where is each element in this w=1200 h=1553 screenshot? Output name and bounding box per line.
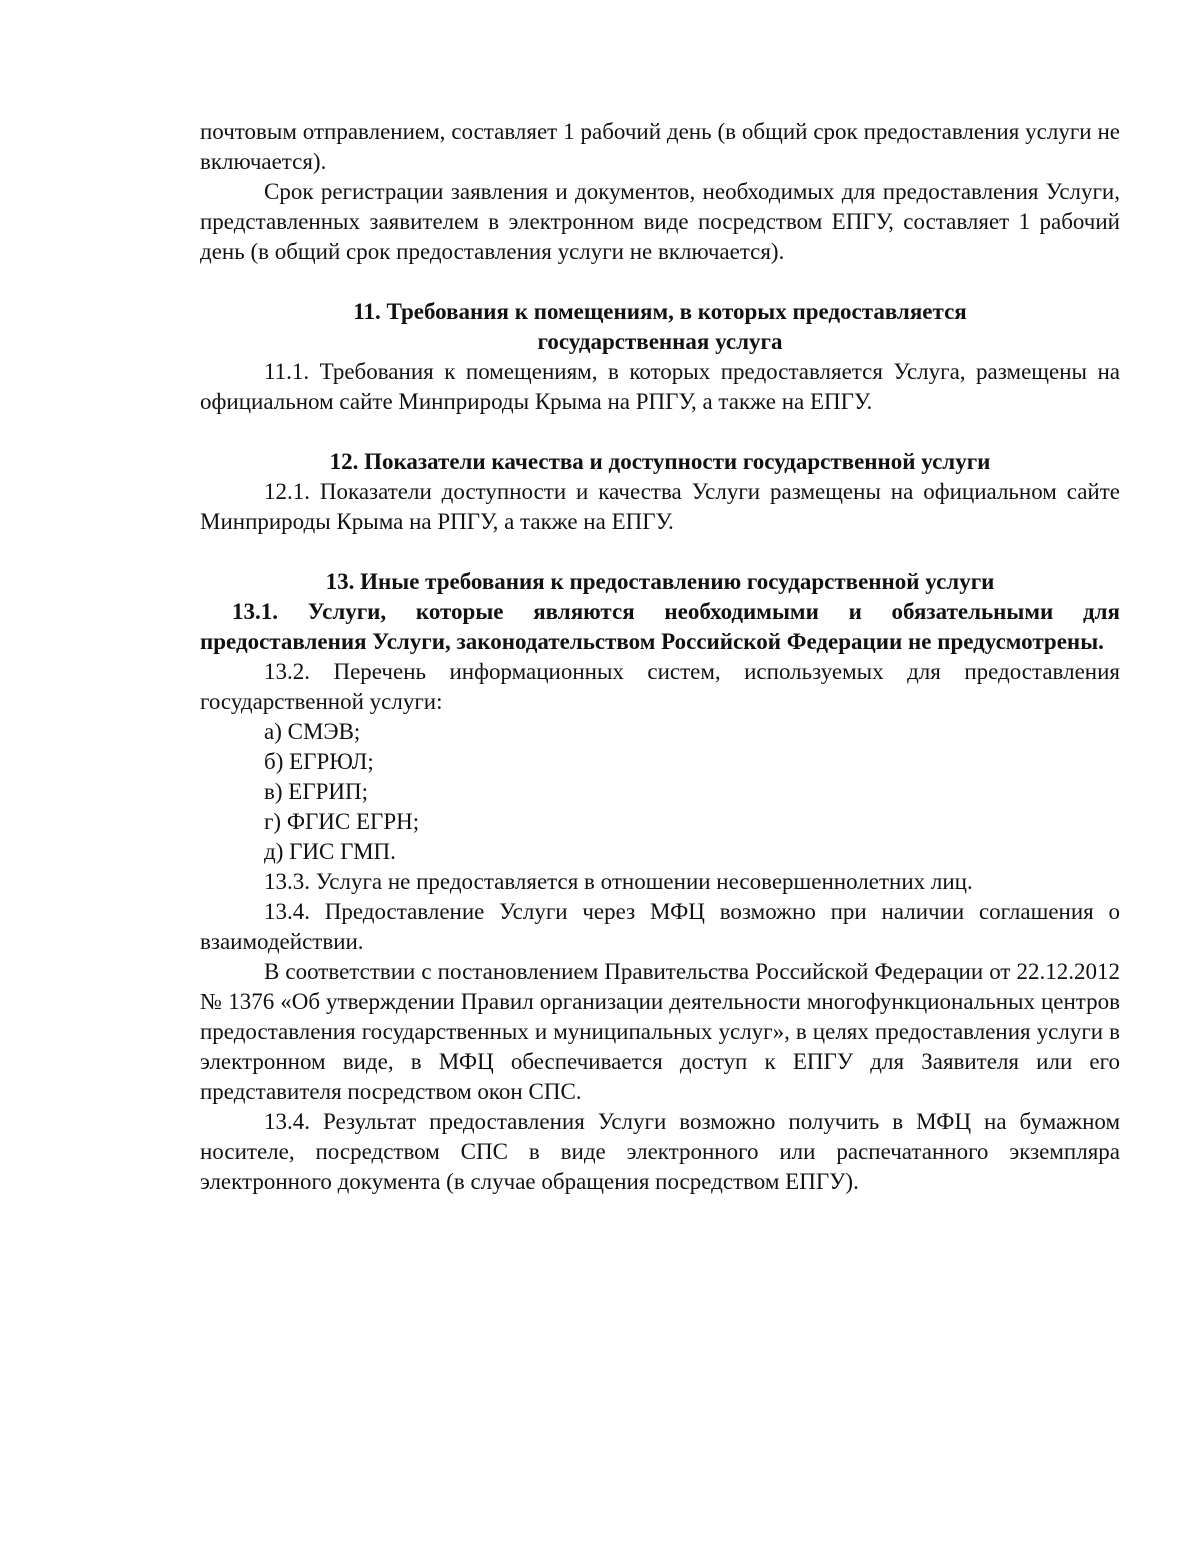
section-13-paragraph-2: 13.2. Перечень информационных систем, используемых для предоставления государственной услуги: xyxy=(200,659,1120,714)
intro-paragraph-2: Срок регистрации заявления и документов, необходимых для предоставления Услуги, представленных заявителем в электронном виде посредством ЕПГУ, составляет 1 рабочий день (в общий срок предоставления услуги не включается). xyxy=(200,179,1120,264)
intro-paragraph-1: почтовым отправлением, составляет 1 рабочий день (в общий срок предоставления услуги не включается). xyxy=(200,119,1120,174)
spacer xyxy=(200,537,1120,567)
document-body xyxy=(200,117,1120,1197)
list-item: д) ГИС ГМП. xyxy=(264,839,396,864)
section-13-heading: 13. Иные требования к предоставлению государственной услуги xyxy=(325,569,995,594)
spacer xyxy=(200,267,1120,297)
section-11-heading-line2: государственная услуга xyxy=(537,329,783,354)
list-item: в) ЕГРИП; xyxy=(264,779,369,804)
section-13-paragraph-1: 13.1. Услуги, которые являются необходимыми и обязательными для предоставления Услуги, законодательством Российской Федерации не предусмотрены. xyxy=(200,599,1120,654)
spacer xyxy=(200,417,1120,447)
section-13-paragraph-3: 13.3. Услуга не предоставляется в отношении несовершеннолетних лиц. xyxy=(264,869,973,894)
section-12-paragraph-1: 12.1. Показатели доступности и качества Услуги размещены на официальном сайте Минприроды Крыма на РПГУ, а также на ЕПГУ. xyxy=(200,479,1120,534)
section-12-heading: 12. Показатели качества и доступности государственной услуги xyxy=(329,449,991,474)
list-item: г) ФГИС ЕГРН; xyxy=(264,809,420,834)
section-13-paragraph-5: В соответствии с постановлением Правительства Российской Федерации от 22.12.2012 № 1376 «Об утверждении Правил организации деятельности многофункциональных центров предоставления государственных и муниципальных услуг», в целях предоставления услуги в электронном виде, в МФЦ обеспечивается доступ к ЕПГУ для Заявителя или его представителя посредством окон СПС. xyxy=(200,959,1120,1104)
section-11-paragraph-1: 11.1. Требования к помещениям, в которых предоставляется Услуга, размещены на официальном сайте Минприроды Крыма на РПГУ, а также на ЕПГУ. xyxy=(200,359,1120,414)
list-item: а) СМЭВ; xyxy=(264,719,361,744)
section-13-paragraph-6: 13.4. Результат предоставления Услуги возможно получить в МФЦ на бумажном носителе, посредством СПС в виде электронного или распечатанного экземпляра электронного документа (в случае обращения посредством ЕПГУ). xyxy=(200,1109,1120,1194)
section-13-paragraph-4: 13.4. Предоставление Услуги через МФЦ возможно при наличии соглашения о взаимодействии. xyxy=(200,899,1120,954)
section-11-heading-line1: 11. Требования к помещениям, в которых предоставляется xyxy=(353,299,967,324)
list-item: б) ЕГРЮЛ; xyxy=(264,749,374,774)
